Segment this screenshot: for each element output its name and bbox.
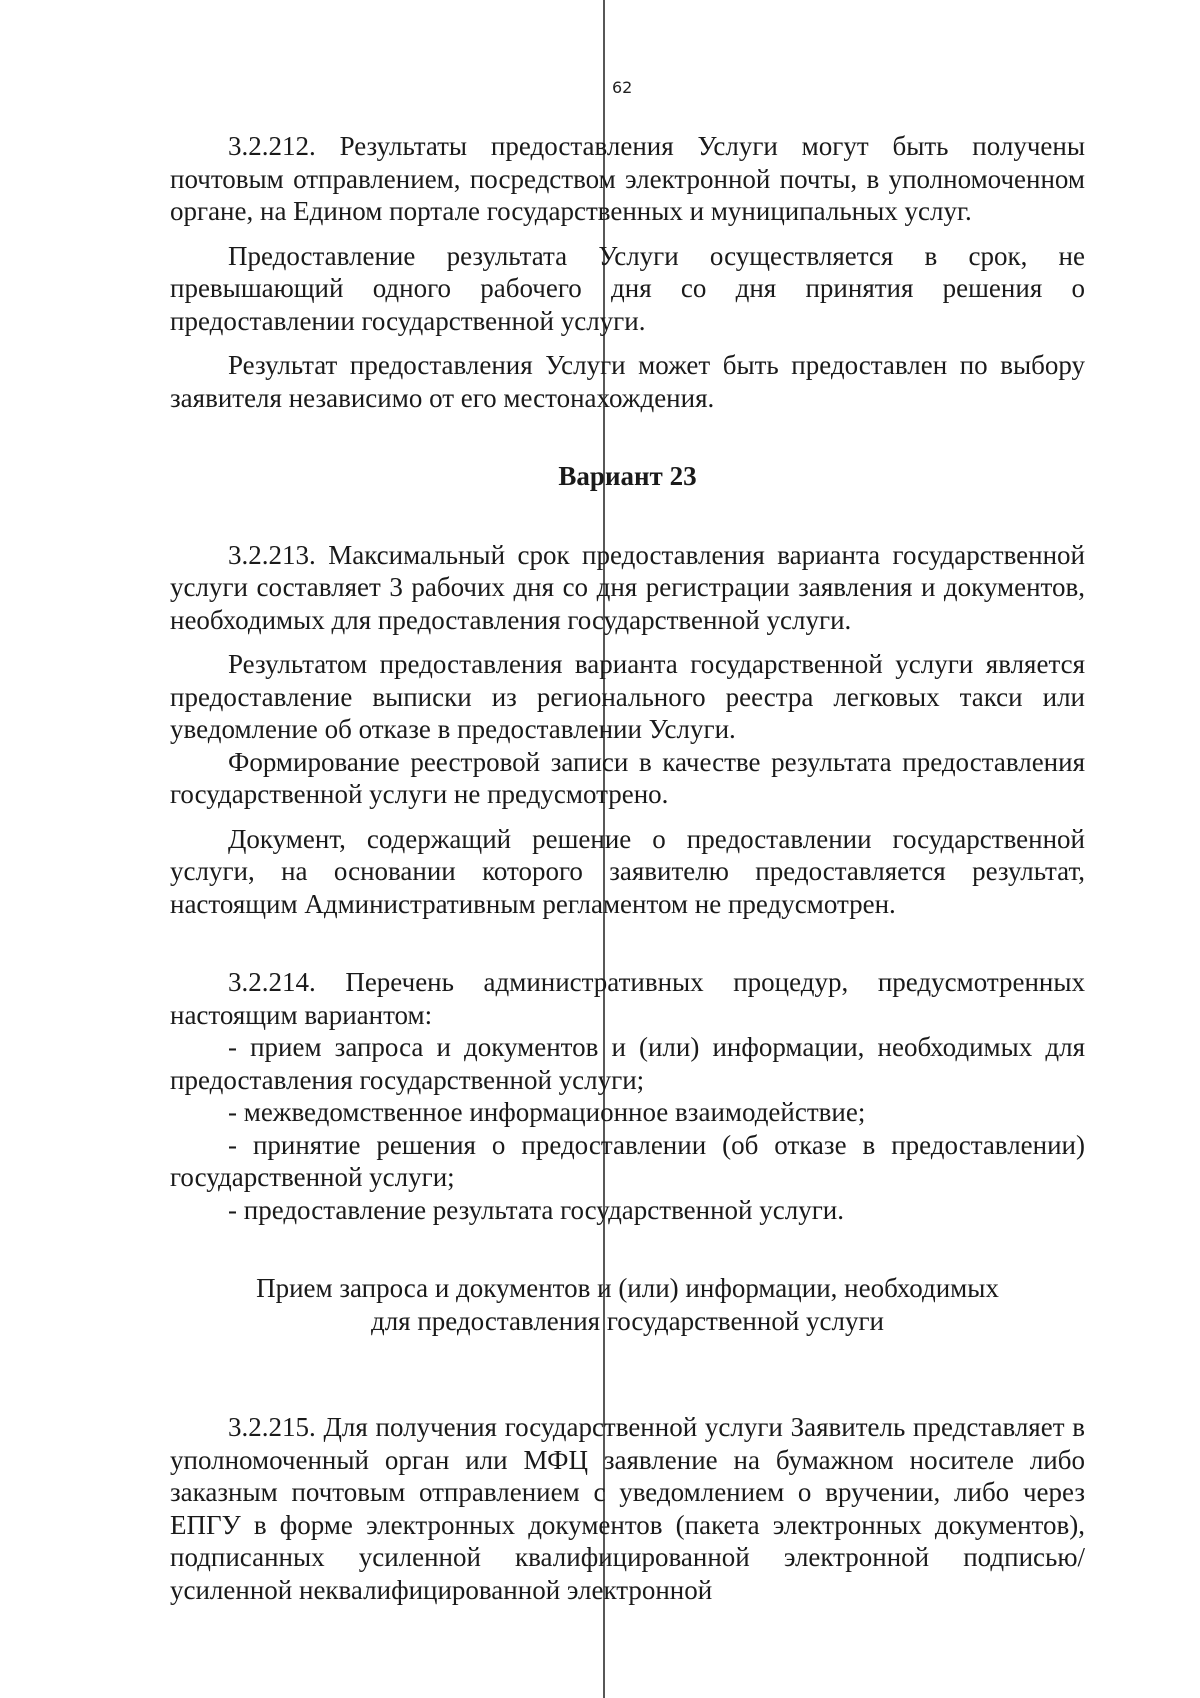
- paragraph-3-2-212: 3.2.212. Результаты предоставления Услуги могут быть получены почтовым отправлением, посредством электронной почты, в уполномоченном органе, на Едином портале государственных и муниципальных услуг.: [170, 131, 1085, 226]
- paragraph-3-2-213: 3.2.213. Максимальный срок предоставления варианта государственной услуги составляет 3 рабочих дня со дня регистрации заявления и документов, необходимых для предоставления государственной услуги.: [170, 539, 1085, 635]
- document-body: [170, 130, 1085, 1606]
- paragraph-3-2-215: 3.2.215. Для получения государственной услуги Заявитель представляет в уполномоченный орган или МФЦ заявление на бумажном носителе либо заказным почтовым отправлением с уведомлением о вручении, либо через ЕПГУ в форме электронных документов (пакета электронных документов), подписанных усиленной квалифицированной электронной подписью/усиленной неквалифицированной электронной: [170, 1412, 1085, 1605]
- paragraph-registry-record: Формирование реестровой записи в качестве результата предоставления государственной услуги не предусмотрено.: [170, 746, 1085, 809]
- paragraph-variant-result: Результатом предоставления варианта государственной услуги является предоставление выписки из регионального реестра легковых такси или уведомление об отказе в предоставлении Услуги.: [170, 649, 1085, 744]
- section-title-line: для предоставления государственной услуги: [370, 1305, 885, 1336]
- paragraph-3-2-214: 3.2.214. Перечень административных процедур, предусмотренных настоящим вариантом:: [170, 967, 1085, 1030]
- paragraph-result-term: Предоставление результата Услуги осуществляется в срок, не превышающий одного рабочего дня со дня принятия решения о предоставлении государственной услуги.: [170, 240, 1085, 336]
- list-item: - принятие решения о предоставлении (об отказе в предоставлении) государственной услуги;: [170, 1129, 1085, 1192]
- paragraph-decision-document: Документ, содержащий решение о предоставлении государственной услуги, на основании которого заявителю предоставляется результат, настоящим Административным регламентом не предусмотрен.: [170, 823, 1085, 919]
- variant-heading: Вариант 23: [558, 461, 697, 491]
- list-item: - межведомственное информационное взаимодействие;: [228, 1097, 866, 1127]
- section-title: [248, 1272, 1008, 1337]
- paragraph-result-choice: Результат предоставления Услуги может быть предоставлен по выбору заявителя независимо от его местонахождения.: [170, 350, 1085, 413]
- section-title-line: Прием запроса и документов и (или) информации, необходимых: [256, 1273, 999, 1303]
- list-item: - прием запроса и документов и (или) информации, необходимых для предоставления государственной услуги;: [170, 1032, 1085, 1095]
- procedures-list: [170, 1031, 1085, 1226]
- list-item: - предоставление результата государственной услуги.: [228, 1194, 844, 1225]
- page-number: 62: [612, 78, 633, 97]
